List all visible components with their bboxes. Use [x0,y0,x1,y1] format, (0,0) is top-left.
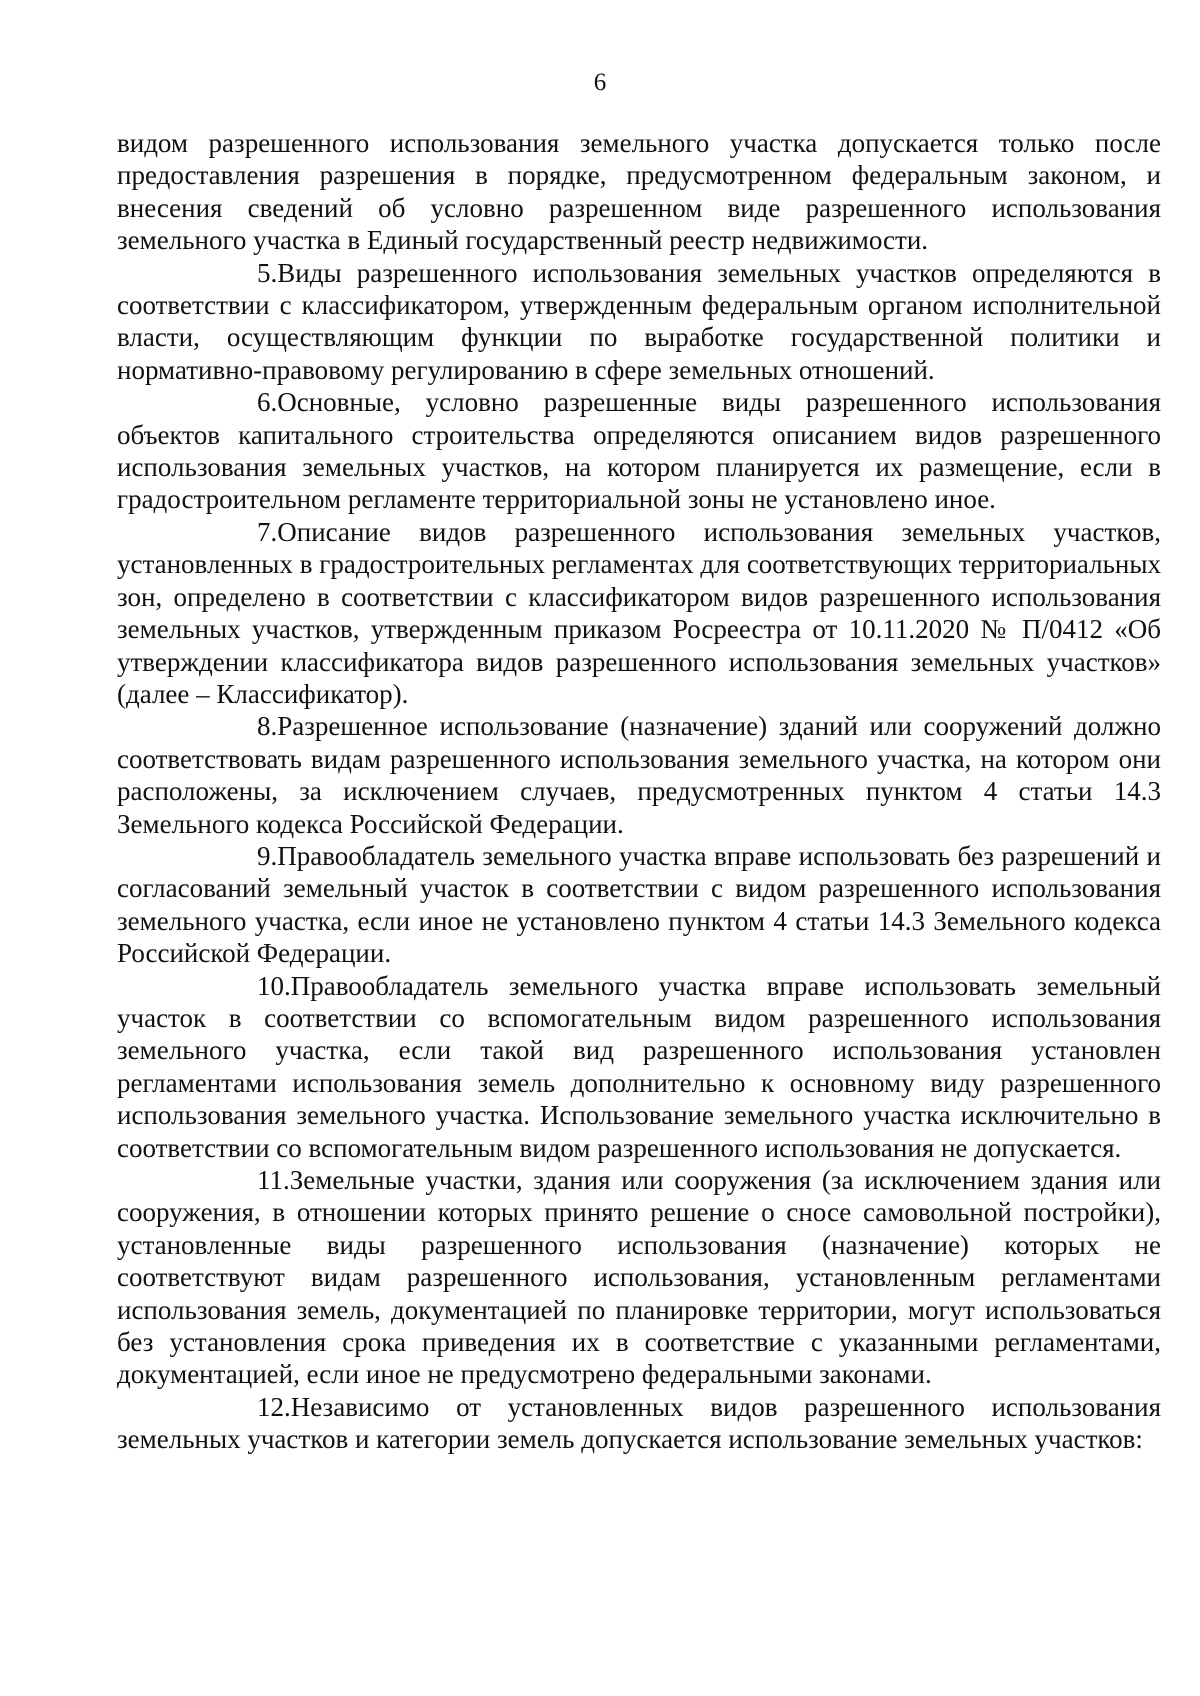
paragraph-text: Виды разрешенного использования земельных участков определяются в соответствии с классификатором, утвержденным федеральным органом исполнительной власти, осуществляющим функции по выработке государственной политики и нормативно-правовому регулированию в сфере земельных отношений. [117,257,1161,385]
paragraph-7 [117,516,1161,710]
paragraph-text: видом разрешенного использования земельного участка допускается только после предоставления разрешения в порядке, предусмотренном федеральным законом, и внесения сведений об условно разрешенном виде разрешенного использования земельного участка в Единый государственный реестр недвижимости. [117,128,1161,256]
paragraph-number: 9. [257,840,278,871]
paragraph-8 [117,710,1161,840]
paragraph-9 [117,840,1161,970]
paragraph-number: 10. [257,970,291,1001]
paragraph-6 [117,386,1161,516]
paragraph-text: Разрешенное использование (назначение) зданий или сооружений должно соответствовать видам разрешенного использования земельного участка, на котором они расположены, за исключением случаев, предусмотренных пунктом 4 статьи 14.3 Земельного кодекса Российской Федерации. [117,711,1161,839]
paragraph-10 [117,970,1161,1164]
document-body [117,127,1161,1456]
paragraph-5 [117,257,1161,387]
paragraph-text: Описание видов разрешенного использования земельных участков, установленных в градостроительных регламентах для соответствующих территориальных зон, определено в соответствии с классификатором видов разрешенного использования земельных участков, утвержденным приказом Росреестра от 10.11.2020 № П/0412 «Об утверждении классификатора видов разрешенного использования земельных участков» (далее – Классификатор). [117,516,1161,709]
paragraph-continuation [117,127,1161,257]
page-number: 6 [593,69,607,96]
paragraph-text: Независимо от установленных видов разрешенного использования земельных участков и категории земель допускается использование земельных участков: [117,1391,1161,1455]
paragraph-number: 8. [257,711,278,742]
paragraph-number: 11. [257,1165,290,1195]
paragraph-number: 12. [257,1391,291,1422]
paragraph-number: 7. [257,516,278,547]
paragraph-number: 6. [257,387,278,418]
paragraph-text: Правообладатель земельного участка вправе использовать без разрешений и согласований земельный участок в соответствии с видом разрешенного использования земельного участка, если иное не установлено пунктом 4 статьи 14.3 Земельного кодекса Российской Федерации. [117,840,1161,969]
paragraph-text: Правообладатель земельного участка вправе использовать земельный участок в соответствии со вспомогательным видом разрешенного использования земельного участка, если такой вид разрешенного использования установлен регламентами использования земель дополнительно к основному виду разрешенного использования земельного участка. Использование земельного участка исключительно в соответствии со вспомогательным видом разрешенного использования не допускается. [117,970,1161,1163]
paragraph-number: 5. [257,257,278,288]
paragraph-12 [117,1391,1161,1456]
paragraph-text: Земельные участки, здания или сооружения (за исключением здания или сооружения, в отношении которых принято решение о сносе самовольной постройки), установленные виды разрешенного использования (назначение) которых не соответствуют видам разрешенного использования, установленным регламентами использования земель, документацией по планировке территории, могут использоваться без установления срока приведения их в соответствие с указанными регламентами, документацией, если иное не предусмотрено федеральными законами. [117,1165,1161,1390]
paragraph-text: Основные, условно разрешенные виды разрешенного использования объектов капитального строительства определяются описанием видов разрешенного использования земельных участков, на котором планируется их размещение, если в градостроительном регламенте территориальной зоны не установлено иное. [117,387,1161,515]
paragraph-11 [117,1164,1161,1391]
